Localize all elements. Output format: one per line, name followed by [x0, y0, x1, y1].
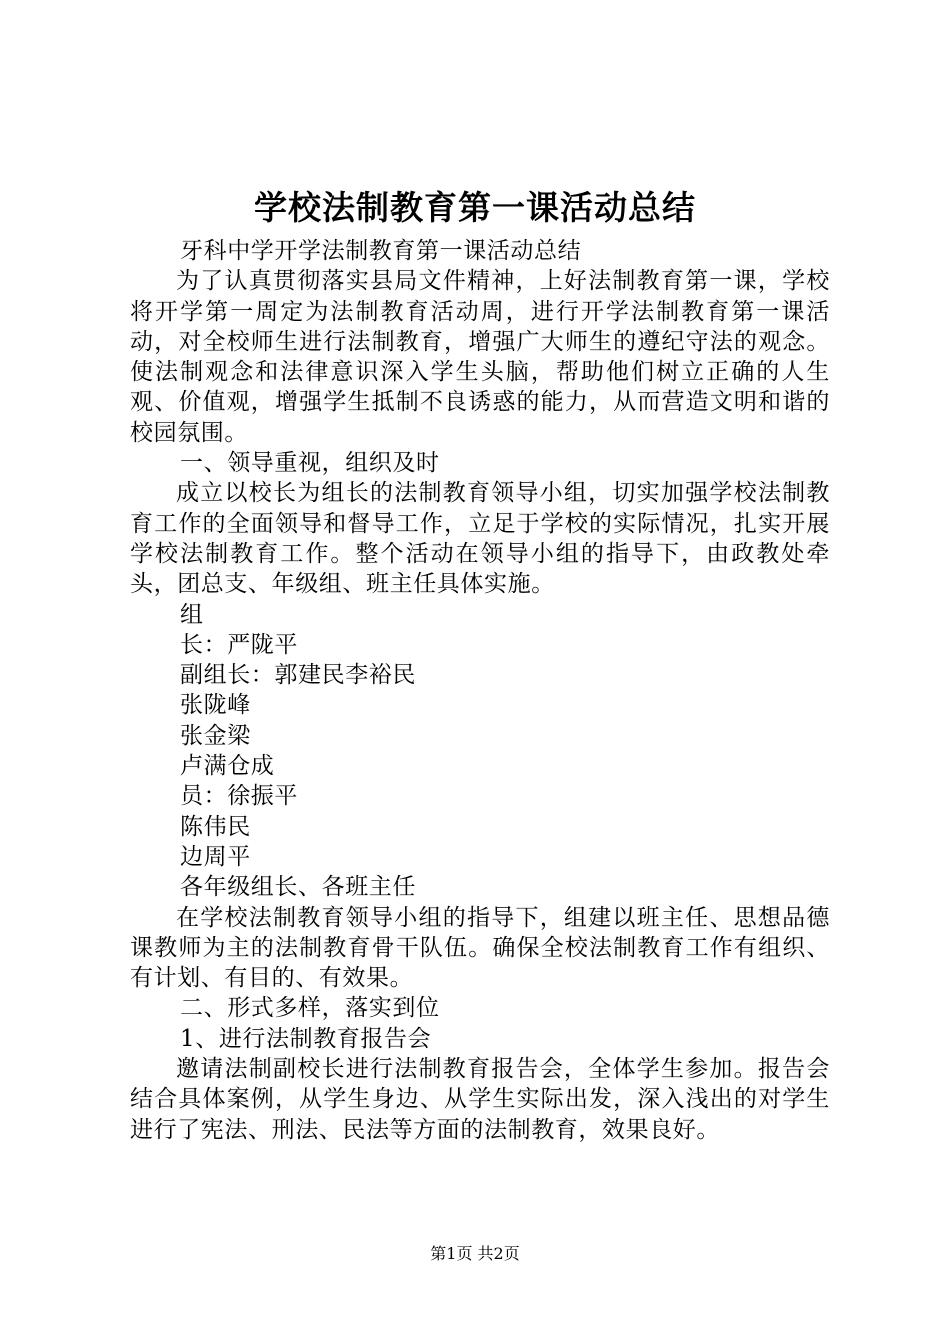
report-paragraph: 邀请法制副校长进行法制教育报告会，全体学生参加。报告会结合具体案例，从学生身边、从学生实际出发，深入浅出的对学生进行了宪法、刑法、民法等方面的法制教育，效果良好。 [130, 1056, 830, 1143]
document-body [130, 236, 830, 1145]
team-paragraph: 在学校法制教育领导小组的指导下，组建以班主任、思想品德课教师为主的法制教育骨干队伍。确保全校法制教育工作有组织、有计划、有目的、有效果。 [130, 904, 830, 992]
member-line: 陈伟民 [180, 813, 251, 840]
section-heading-2: 二、形式多样，落实到位 [180, 995, 440, 1022]
member-line: 各年级组长、各班主任 [180, 874, 416, 901]
member-line: 卢满仓成 [180, 753, 275, 780]
subsection-heading-1: 1、进行法制教育报告会 [180, 1025, 432, 1052]
section-heading-1: 一、领导重视，组织及时 [180, 450, 440, 477]
member-line: 张陇峰 [180, 692, 251, 719]
member-line: 长：严陇平 [180, 631, 298, 658]
member-line: 员：徐振平 [180, 783, 298, 810]
page-footer: 第1页 共2页 [430, 1244, 520, 1263]
section-1-paragraph: 成立以校长为组长的法制教育领导小组，切实加强学校法制教育工作的全面领导和督导工作，立足于学校的实际情况，扎实开展学校法制教育工作。整个活动在领导小组的指导下，由政教处牵头，团总支、年级组、班主任具体实施。 [130, 480, 830, 598]
member-line: 边周平 [180, 843, 251, 870]
member-line: 组 [180, 601, 204, 628]
document-title: 学校法制教育第一课活动总结 [254, 188, 696, 227]
member-line: 张金梁 [180, 722, 251, 749]
intro-paragraph: 为了认真贯彻落实县局文件精神，上好法制教育第一课，学校将开学第一周定为法制教育活动周，进行开学法制教育第一课活动，对全校师生进行法制教育，增强广大师生的遵纪守法的观念。使法制观念和法律意识深入学生头脑，帮助他们树立正确的人生观、价值观，增强学生抵制不良诱惑的能力，从而营造文明和谐的校园氛围。 [130, 268, 830, 446]
member-line: 副组长：郭建民李裕民 [180, 662, 416, 689]
subtitle-line: 牙科中学开学法制教育第一课活动总结 [180, 238, 582, 264]
